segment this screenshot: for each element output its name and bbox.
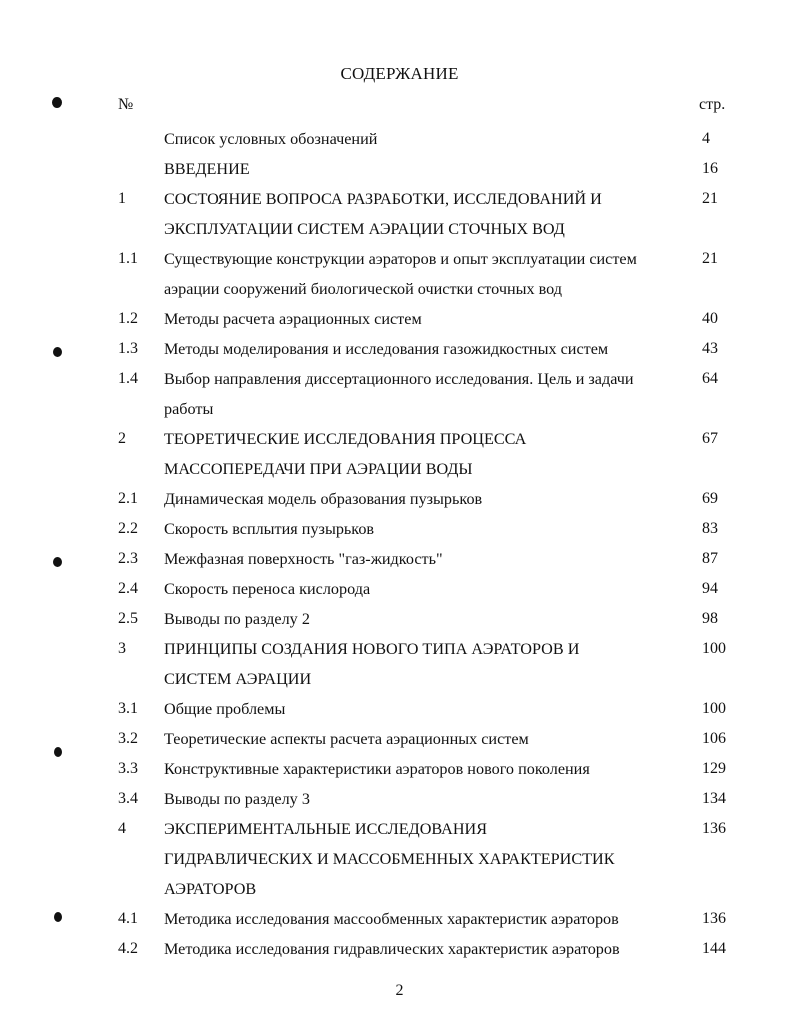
toc-entry-page: 94 bbox=[702, 580, 718, 597]
toc-entry-title-line: Методика исследования массообменных характеристик аэраторов bbox=[164, 910, 619, 928]
toc-entry-title-line: АЭРАТОРОВ bbox=[164, 880, 257, 898]
toc-entry-number: 4 bbox=[118, 820, 126, 837]
toc-entry-title-line: Методика исследования гидравлических характеристик аэраторов bbox=[164, 940, 620, 958]
toc-entry-title-line: Общие проблемы bbox=[164, 700, 286, 718]
toc-entry-number: 2.5 bbox=[118, 610, 138, 627]
toc-entry-title-line: ТЕОРЕТИЧЕСКИЕ ИССЛЕДОВАНИЯ ПРОЦЕССА bbox=[164, 430, 527, 448]
toc-entry bbox=[0, 184, 799, 244]
toc-entry bbox=[0, 634, 799, 694]
toc-entry-title-line: СОСТОЯНИЕ ВОПРОСА РАЗРАБОТКИ, ИССЛЕДОВАНИЙ И bbox=[164, 190, 602, 208]
column-header-page: стр. bbox=[699, 96, 726, 113]
toc-entry-title-line: работы bbox=[164, 400, 214, 418]
toc-entry-page: 21 bbox=[702, 190, 718, 207]
scan-mark bbox=[52, 97, 62, 108]
toc-entry bbox=[0, 784, 799, 814]
toc-entry-title bbox=[164, 574, 694, 604]
toc-entry-title bbox=[164, 334, 694, 364]
toc-entry-title bbox=[164, 724, 694, 754]
toc-entry-title bbox=[164, 304, 694, 334]
toc-entry bbox=[0, 754, 799, 784]
toc-entry-title-line: Выводы по разделу 3 bbox=[164, 790, 310, 808]
toc-entry-title-line: МАССОПЕРЕДАЧИ ПРИ АЭРАЦИИ ВОДЫ bbox=[164, 460, 473, 478]
toc-entry-title-line: ГИДРАВЛИЧЕСКИХ И МАССОБМЕННЫХ ХАРАКТЕРИСТИК bbox=[164, 850, 615, 868]
toc-entry-number: 2.1 bbox=[118, 490, 138, 507]
toc-entry-title-line: Выводы по разделу 2 bbox=[164, 610, 310, 628]
toc-entry-number: 1.2 bbox=[118, 310, 138, 327]
toc-entry-title-line: Методы моделирования и исследования газожидкостных систем bbox=[164, 340, 609, 358]
toc-entry bbox=[0, 424, 799, 484]
toc-entry-page: 134 bbox=[702, 790, 726, 807]
scan-mark bbox=[53, 347, 62, 357]
toc-entry-page: 87 bbox=[702, 550, 718, 567]
scan-mark bbox=[54, 912, 62, 922]
toc-entry-title bbox=[164, 934, 694, 964]
toc-entry-title-line: Список условных обозначений bbox=[164, 130, 378, 148]
toc-entry bbox=[0, 364, 799, 424]
toc-entry-page: 136 bbox=[702, 820, 726, 837]
toc-entry-number: 1 bbox=[118, 190, 126, 207]
toc-entry-title-line: Методы расчета аэрационных систем bbox=[164, 310, 422, 328]
toc-entry-number: 4.2 bbox=[118, 940, 138, 957]
toc-entry-title bbox=[164, 904, 694, 934]
table-of-contents bbox=[0, 124, 799, 964]
toc-entry-page: 4 bbox=[702, 130, 710, 147]
toc-entry-title-line: Существующие конструкции аэраторов и опыт эксплуатации систем bbox=[164, 250, 637, 268]
toc-entry bbox=[0, 934, 799, 964]
toc-entry-number: 4.1 bbox=[118, 910, 138, 927]
toc-entry bbox=[0, 124, 799, 154]
toc-entry-page: 16 bbox=[702, 160, 718, 177]
toc-entry-number: 2.2 bbox=[118, 520, 138, 537]
toc-entry-title bbox=[164, 634, 694, 694]
toc-entry-number: 3 bbox=[118, 640, 126, 657]
toc-entry-page: 83 bbox=[702, 520, 718, 537]
toc-entry-number: 2.3 bbox=[118, 550, 138, 567]
toc-entry-title bbox=[164, 814, 694, 904]
toc-entry bbox=[0, 514, 799, 544]
toc-entry-title bbox=[164, 754, 694, 784]
toc-entry-number: 1.4 bbox=[118, 370, 138, 387]
toc-entry-title bbox=[164, 484, 694, 514]
toc-entry-page: 100 bbox=[702, 640, 726, 657]
toc-entry bbox=[0, 574, 799, 604]
toc-entry-page: 64 bbox=[702, 370, 718, 387]
toc-entry-page: 21 bbox=[702, 250, 718, 267]
toc-entry-title-line: ЭКСПЛУАТАЦИИ СИСТЕМ АЭРАЦИИ СТОЧНЫХ ВОД bbox=[164, 220, 565, 238]
toc-entry bbox=[0, 154, 799, 184]
toc-entry-title bbox=[164, 424, 694, 484]
toc-entry bbox=[0, 334, 799, 364]
toc-entry-title-line: ЭКСПЕРИМЕНТАЛЬНЫЕ ИССЛЕДОВАНИЯ bbox=[164, 820, 488, 838]
toc-entry bbox=[0, 724, 799, 754]
toc-entry bbox=[0, 814, 799, 904]
toc-entry-number: 1.1 bbox=[118, 250, 138, 267]
toc-entry-title-line: Динамическая модель образования пузырьков bbox=[164, 490, 483, 508]
toc-entry-number: 1.3 bbox=[118, 340, 138, 357]
scan-mark bbox=[53, 557, 62, 567]
toc-entry bbox=[0, 304, 799, 334]
toc-entry-title bbox=[164, 184, 694, 244]
toc-entry-page: 106 bbox=[702, 730, 726, 747]
toc-entry-title-line: Теоретические аспекты расчета аэрационных систем bbox=[164, 730, 529, 748]
toc-entry bbox=[0, 244, 799, 304]
toc-entry-title bbox=[164, 694, 694, 724]
page-title: СОДЕРЖАНИЕ bbox=[340, 64, 459, 83]
toc-entry-title bbox=[164, 124, 694, 154]
toc-entry-title-line: аэрации сооружений биологической очистки сточных вод bbox=[164, 280, 563, 298]
toc-entry-title bbox=[164, 784, 694, 814]
toc-entry-number: 3.4 bbox=[118, 790, 138, 807]
toc-entry-page: 136 bbox=[702, 910, 726, 927]
toc-entry-title-line: Межфазная поверхность "газ-жидкость" bbox=[164, 550, 443, 568]
toc-entry-title bbox=[164, 604, 694, 634]
toc-entry-title bbox=[164, 244, 694, 304]
toc-entry-page: 129 bbox=[702, 760, 726, 777]
toc-entry-number: 3.2 bbox=[118, 730, 138, 747]
toc-entry-title bbox=[164, 514, 694, 544]
toc-entry bbox=[0, 604, 799, 634]
column-header-number: № bbox=[118, 96, 134, 113]
toc-entry-number: 3.1 bbox=[118, 700, 138, 717]
toc-entry-title-line: ВВЕДЕНИЕ bbox=[164, 160, 250, 178]
toc-entry-page: 98 bbox=[702, 610, 718, 627]
toc-entry-number: 2.4 bbox=[118, 580, 138, 597]
toc-entry-title-line: Конструктивные характеристики аэраторов нового поколения bbox=[164, 760, 590, 778]
toc-entry bbox=[0, 904, 799, 934]
toc-entry-title-line: Выбор направления диссертационного исследования. Цель и задачи bbox=[164, 370, 634, 388]
toc-entry-page: 100 bbox=[702, 700, 726, 717]
toc-entry-title-line: Скорость переноса кислорода bbox=[164, 580, 371, 598]
toc-entry-title-line: Скорость всплытия пузырьков bbox=[164, 520, 375, 538]
page-number: 2 bbox=[395, 982, 404, 999]
toc-entry-number: 2 bbox=[118, 430, 126, 447]
toc-entry-title bbox=[164, 154, 694, 184]
toc-entry bbox=[0, 484, 799, 514]
toc-entry-page: 67 bbox=[702, 430, 718, 447]
toc-entry-title-line: СИСТЕМ АЭРАЦИИ bbox=[164, 670, 312, 688]
scan-mark bbox=[54, 747, 62, 757]
toc-entry-title-line: ПРИНЦИПЫ СОЗДАНИЯ НОВОГО ТИПА АЭРАТОРОВ И bbox=[164, 640, 580, 658]
toc-entry bbox=[0, 694, 799, 724]
toc-entry-page: 43 bbox=[702, 340, 718, 357]
toc-entry-title bbox=[164, 544, 694, 574]
toc-entry-page: 144 bbox=[702, 940, 726, 957]
toc-entry-number: 3.3 bbox=[118, 760, 138, 777]
toc-entry-title bbox=[164, 364, 694, 424]
toc-entry-page: 69 bbox=[702, 490, 718, 507]
toc-entry bbox=[0, 544, 799, 574]
toc-entry-page: 40 bbox=[702, 310, 718, 327]
